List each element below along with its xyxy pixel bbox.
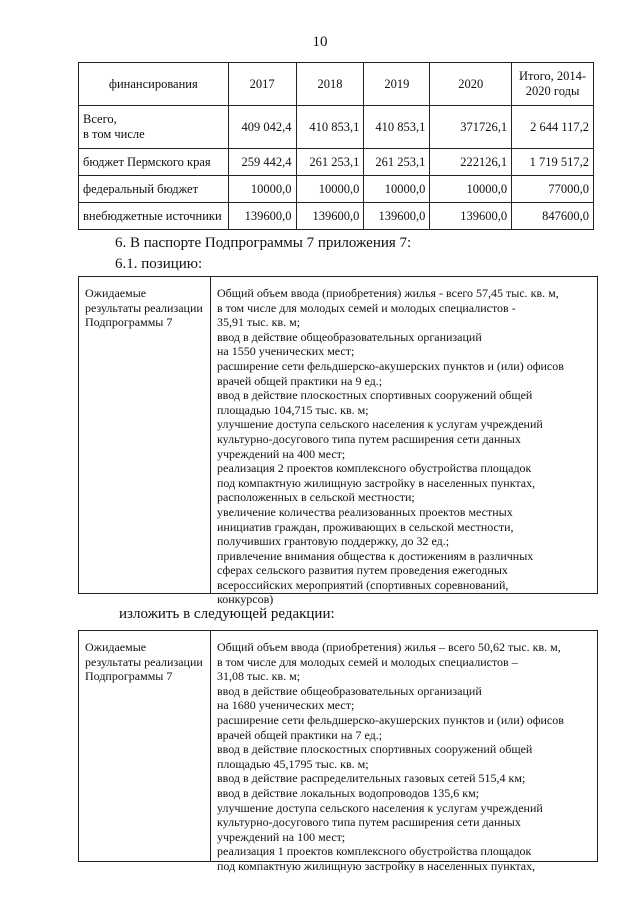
text-line: реализация 1 проектов комплексного обустройства площадок — [217, 844, 532, 859]
header-cell-2019: 2019 — [364, 63, 430, 106]
page-number: 10 — [312, 34, 328, 50]
table-row-regional — [79, 149, 594, 176]
row-label-line-1: Всего, — [83, 112, 117, 126]
text-line: привлечение внимания общества к достижениям в различных — [217, 548, 534, 563]
subsection-heading: 6.1. позицию: — [115, 256, 203, 272]
text-line: в том числе для молодых семей и молодых специалистов – — [217, 654, 518, 669]
label-line: Ожидаемые — [85, 286, 147, 300]
text-line: Общий объем ввода (приобретения) жилья – всего 50,62 тыс. кв. м, — [217, 640, 561, 654]
table-cell: 139600,0 — [430, 203, 512, 230]
old-position-table — [78, 276, 598, 607]
text-line: расположенных в сельской местности; — [217, 490, 415, 505]
row-label — [79, 106, 229, 149]
table-cell: 222126,1 — [430, 149, 512, 176]
table-cell: 847600,0 — [512, 203, 594, 230]
text-line: ввод в действие общеобразовательных организаций — [217, 329, 482, 344]
header-cell-total — [512, 63, 594, 106]
text-line: 35,91 тыс. кв. м; — [217, 315, 301, 330]
text-line: учреждений на 400 мест; — [217, 446, 346, 461]
text-line: реализация 2 проектов комплексного обустройства площадок — [217, 461, 532, 476]
table-row-extrabudget — [79, 203, 594, 230]
table-cell: 259 442,4 — [228, 149, 296, 176]
text-line: улучшение доступа сельского населения к услугам учреждений — [217, 800, 543, 815]
new-position-label — [79, 631, 211, 861]
table-cell: 77000,0 — [512, 176, 594, 203]
text-line: получивших грантовую поддержку, до 32 ед.; — [217, 534, 450, 549]
header-cell-2018: 2018 — [296, 63, 364, 106]
table-cell: 261 253,1 — [296, 149, 364, 176]
label-line: Ожидаемые — [85, 640, 147, 654]
new-position-text — [211, 631, 597, 873]
table-cell: 409 042,4 — [228, 106, 296, 149]
text-line: сферах сельского развития путем проведения ежегодных — [217, 563, 508, 578]
text-line: культурно-досугового типа путем расширения сети данных — [217, 431, 521, 446]
table-cell: 10000,0 — [430, 176, 512, 203]
text-line: конкурсов) — [217, 592, 274, 607]
old-position-label — [79, 277, 211, 593]
table-cell: 139600,0 — [364, 203, 430, 230]
header-cell-2017: 2017 — [228, 63, 296, 106]
text-line: 31,08 тыс. кв. м; — [217, 669, 301, 684]
label-line: Подпрограммы 7 — [85, 315, 173, 330]
table-cell: 2 644 117,2 — [512, 106, 594, 149]
label-line: результаты реализации — [85, 300, 203, 315]
text-line: ввод в действие общеобразовательных организаций — [217, 683, 482, 698]
text-line: на 1550 ученических мест; — [217, 344, 355, 359]
table-cell: 139600,0 — [228, 203, 296, 230]
replace-heading: изложить в следующей редакции: — [119, 606, 335, 622]
text-line: под компактную жилищную застройку в населенных пунктах, — [217, 858, 536, 873]
table-cell: 10000,0 — [296, 176, 364, 203]
text-line: инициатив граждан, проживающих в сельской местности, — [217, 519, 514, 534]
text-line: увеличение количества реализованных проектов местных — [217, 504, 513, 519]
text-line: учреждений на 100 мест; — [217, 829, 346, 844]
table-cell: 410 853,1 — [364, 106, 430, 149]
finance-header-row — [79, 63, 594, 106]
header-cell-label: финансирования — [79, 63, 229, 106]
table-cell: 10000,0 — [364, 176, 430, 203]
text-line: всероссийских мероприятий (спортивных соревнований, — [217, 577, 509, 592]
table-cell: 1 719 517,2 — [512, 149, 594, 176]
text-line: культурно-досугового типа путем расширения сети данных — [217, 815, 521, 830]
section-heading: 6. В паспорте Подпрограммы 7 приложения 7: — [115, 235, 412, 251]
text-line: расширение сети фельдшерско-акушерских пунктов и (или) офисов — [217, 712, 564, 727]
row-label: федеральный бюджет — [79, 176, 229, 203]
text-line: ввод в действие локальных водопроводов 135,6 км; — [217, 785, 480, 800]
text-line: на 1680 ученических мест; — [217, 698, 355, 713]
old-position-text — [211, 277, 597, 607]
row-label: внебюджетные источники — [79, 203, 229, 230]
text-line: в том числе для молодых семей и молодых специалистов - — [217, 300, 516, 315]
text-line: ввод в действие плоскостных спортивных сооружений общей — [217, 388, 533, 403]
text-line: врачей общей практики на 7 ед.; — [217, 727, 383, 742]
table-cell: 371726,1 — [430, 106, 512, 149]
row-label: бюджет Пермского края — [79, 149, 229, 176]
text-line: под компактную жилищную застройку в населенных пунктах, — [217, 475, 536, 490]
table-row-federal — [79, 176, 594, 203]
text-line: ввод в действие распределительных газовых сетей 515,4 км; — [217, 771, 526, 786]
table-cell: 410 853,1 — [296, 106, 364, 149]
table-row-total — [79, 106, 594, 149]
text-line: ввод в действие плоскостных спортивных сооружений общей — [217, 742, 533, 757]
label-line: Подпрограммы 7 — [85, 669, 173, 684]
text-line: Общий объем ввода (приобретения) жилья - всего 57,45 тыс. кв. м, — [217, 286, 559, 300]
text-line: площадью 104,715 тыс. кв. м; — [217, 402, 369, 417]
header-total-line-1: Итого, 2014- — [519, 69, 587, 83]
label-line: результаты реализации — [85, 654, 203, 669]
header-cell-2020: 2020 — [430, 63, 512, 106]
header-total-line-2: 2020 годы — [525, 84, 580, 98]
text-line: врачей общей практики на 9 ед.; — [217, 373, 383, 388]
text-line: площадью 45,1795 тыс. кв. м; — [217, 756, 369, 771]
row-label-line-2: в том числе — [83, 127, 145, 141]
text-line: улучшение доступа сельского населения к услугам учреждений — [217, 417, 543, 432]
table-cell: 10000,0 — [228, 176, 296, 203]
text-line: расширение сети фельдшерско-акушерских пунктов и (или) офисов — [217, 358, 564, 373]
new-position-table — [78, 630, 598, 873]
table-cell: 139600,0 — [296, 203, 364, 230]
table-cell: 261 253,1 — [364, 149, 430, 176]
finance-table — [78, 62, 594, 230]
